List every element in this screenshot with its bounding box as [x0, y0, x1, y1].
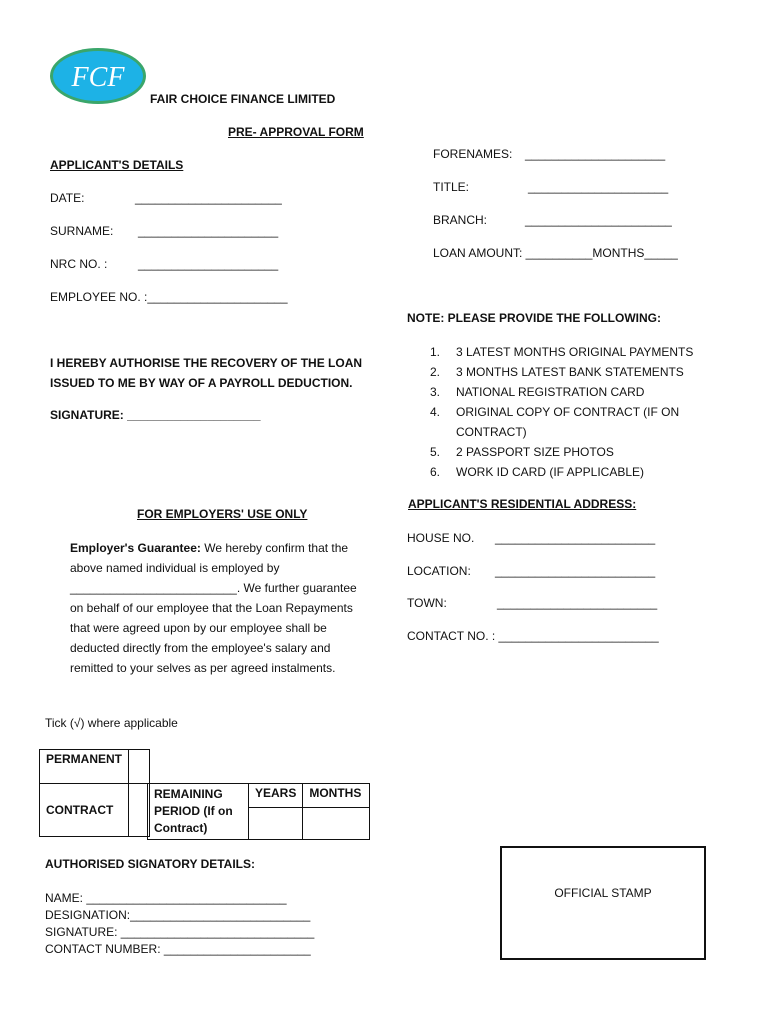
list-item: 5. 2 PASSPORT SIZE PHOTOS	[430, 445, 614, 459]
applicant-details-heading: APPLICANT'S DETAILS	[50, 158, 184, 172]
months-header: MONTHS	[303, 784, 370, 808]
authorise-line-1: I HEREBY AUTHORISE THE RECOVERY OF THE LOAN	[50, 356, 363, 370]
requirements-list	[430, 342, 726, 482]
remaining-period-table	[147, 783, 370, 840]
date-label: DATE:	[50, 191, 85, 205]
guarantee-label: Employer's Guarantee:	[70, 541, 201, 555]
residential-address-heading: APPLICANT'S RESIDENTIAL ADDRESS:	[408, 497, 637, 511]
employer-guarantee	[70, 538, 370, 678]
house-no-label: HOUSE NO.	[407, 531, 475, 545]
months-cell[interactable]	[303, 808, 370, 840]
list-item: 2. 3 MONTHS LATEST BANK STATEMENTS	[430, 365, 684, 379]
employment-type-table	[39, 749, 150, 837]
loan-amount-field[interactable]: LOAN AMOUNT: __________MONTHS_____	[433, 246, 678, 260]
note-heading: NOTE: PLEASE PROVIDE THE FOLLOWING:	[407, 311, 662, 325]
company-name: FAIR CHOICE FINANCE LIMITED	[150, 92, 336, 106]
title-label: TITLE:	[433, 180, 470, 194]
logo-initials: FCF	[71, 62, 125, 93]
surname-field[interactable]: _____________________	[138, 224, 279, 238]
town-field[interactable]: ________________________	[497, 596, 658, 610]
guarantee-text: We hereby confirm that the above named individual is employed by _________________________. We further guarantee on behalf of our employee that the Loan Repayments that were agreed upon by our employee shall be deducted directly from the employee's salary and remitted to your selves as per agreed instalments.	[70, 541, 357, 675]
official-stamp-label: OFFICIAL STAMP	[554, 886, 652, 900]
official-stamp-box	[500, 846, 706, 960]
contract-label: CONTRACT	[40, 784, 129, 837]
forenames-label: FORENAMES:	[433, 147, 513, 161]
authorise-line-2: ISSUED TO ME BY WAY OF A PAYROLL DEDUCTION.	[50, 376, 353, 390]
list-item: 3. NATIONAL REGISTRATION CARD	[430, 385, 645, 399]
signatory-designation-field[interactable]: DESIGNATION:___________________________	[45, 908, 311, 922]
fcf-logo	[48, 46, 148, 106]
signatory-name-field[interactable]: NAME: ______________________________	[45, 891, 287, 905]
nrc-label: NRC NO. :	[50, 257, 108, 271]
forenames-field[interactable]: _____________________	[525, 147, 666, 161]
branch-field[interactable]: ______________________	[525, 213, 672, 227]
list-item: 1. 3 LATEST MONTHS ORIGINAL PAYMENTS	[430, 345, 694, 359]
branch-label: BRANCH:	[433, 213, 488, 227]
permanent-tick-box[interactable]	[129, 750, 150, 784]
applicant-signature-field[interactable]: SIGNATURE: ____________________	[50, 408, 261, 422]
employers-use-heading: FOR EMPLOYERS' USE ONLY	[137, 507, 308, 521]
list-item: 6. WORK ID CARD (IF APPLICABLE)	[430, 465, 645, 479]
authorised-signatory-heading: AUTHORISED SIGNATORY DETAILS:	[45, 857, 256, 871]
location-field[interactable]: ________________________	[495, 564, 656, 578]
nrc-field[interactable]: _____________________	[138, 257, 279, 271]
years-header: YEARS	[249, 784, 303, 808]
house-no-field[interactable]: ________________________	[495, 531, 656, 545]
years-cell[interactable]	[249, 808, 303, 840]
contact-no-field[interactable]: CONTACT NO. : ________________________	[407, 629, 659, 643]
permanent-label: PERMANENT	[40, 750, 129, 784]
title-field[interactable]: _____________________	[528, 180, 669, 194]
date-field[interactable]: ______________________	[135, 191, 282, 205]
surname-label: SURNAME:	[50, 224, 114, 238]
town-label: TOWN:	[407, 596, 447, 610]
employee-no-field[interactable]: EMPLOYEE NO. :_____________________	[50, 290, 288, 304]
list-item: 4. ORIGINAL COPY OF CONTRACT (IF ON CONTRACT)	[430, 405, 680, 439]
remaining-period-label: REMAINING PERIOD (If on Contract)	[148, 784, 249, 840]
form-title: PRE- APPROVAL FORM	[228, 125, 364, 139]
signatory-signature-field[interactable]: SIGNATURE: _____________________________	[45, 925, 315, 939]
signatory-contact-field[interactable]: CONTACT NUMBER: ______________________	[45, 942, 311, 956]
tick-instruction: Tick (√) where applicable	[45, 716, 178, 730]
location-label: LOCATION:	[407, 564, 471, 578]
